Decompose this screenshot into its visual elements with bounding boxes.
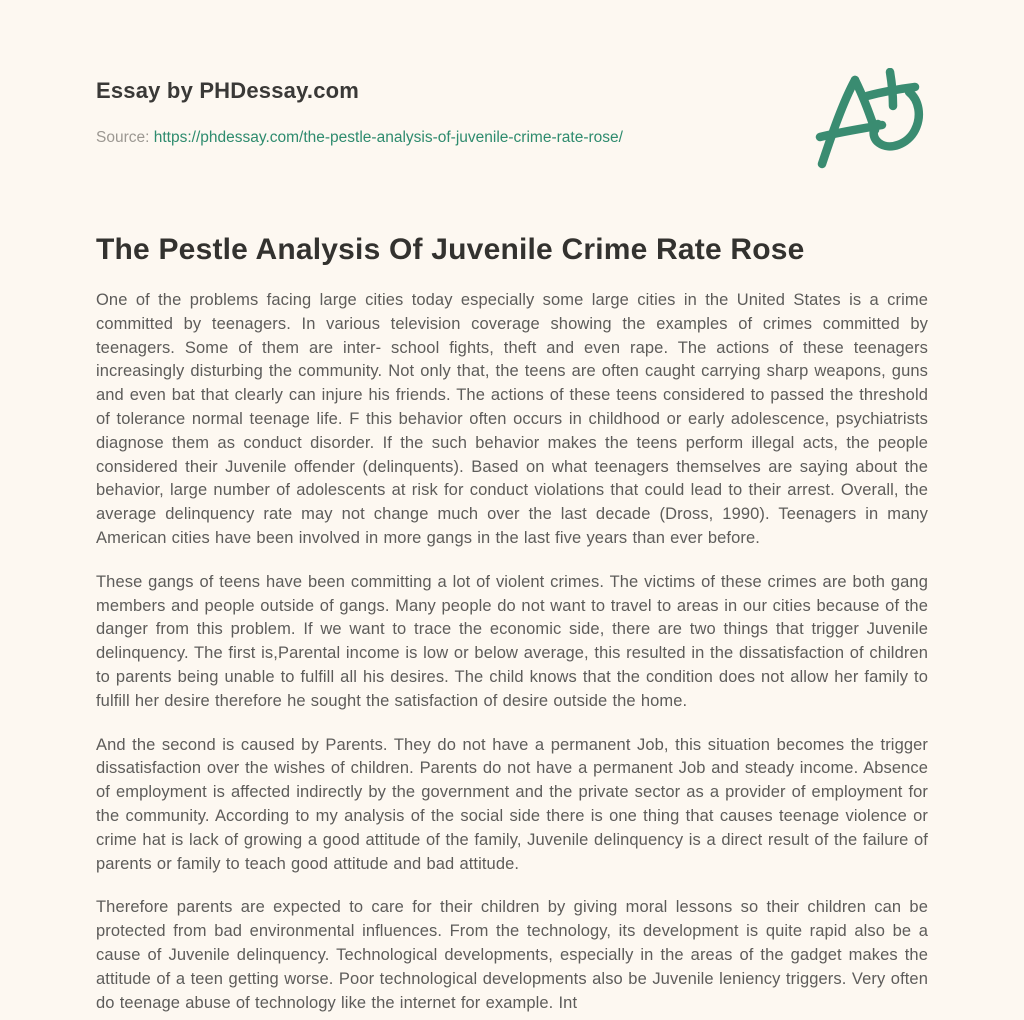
aplus-logo-icon [812,68,932,173]
source-label: Source: [96,129,150,146]
essay-paragraph: These gangs of teens have been committing a lot of violent crimes. The victims of these crimes are both gang members and people outside of gangs. Many people do not want to travel to areas in our cities because of the danger from this problem. If we want to trace the economic side, there are two things that trigger Juvenile delinquency. The first is,Parental income is low or below average, this resulted in the dissatisfaction of children to parents being unable to fulfill all his desires. The child knows that the condition does not allow her family to fulfill her desire therefore he sought the satisfaction of desire outside the home. [96,572,928,710]
source-line [96,129,928,147]
essay-paragraph: Therefore parents are expected to care for their children by giving moral lessons so their children can be protected from bad environmental influences. From the technology, its development is quite rapid also be a cause of Juvenile delinquency. Technological developments, especially in the areas of the gadget makes the attitude of a teen getting worse. Poor technological developments also be Juvenile leniency triggers. Very often do teenage abuse of technology like the internet for example. Int [96,898,928,1012]
source-link[interactable]: https://phdessay.com/the-pestle-analysis-of-juvenile-crime-rate-rose/ [153,129,623,146]
essay-title: The Pestle Analysis Of Juvenile Crime Rate Rose [96,233,805,266]
site-header-title: Essay by PHDessay.com [96,78,360,103]
page-header [96,78,928,147]
essay-paragraph: One of the problems facing large cities today especially some large cities in the United States is a crime committed by teenagers. In various television coverage showing the examples of crimes committed by teenagers. Some of them are inter- school fights, theft and even rape. The actions of these teenagers increasingly disturbing the community. Not only that, the teens are often caught carrying sharp weapons, guns and even bat that clearly can injure his friends. The actions of these teens considered to passed the threshold of tolerance normal teenage life. F this behavior often occurs in childhood or early adolescence, psychiatrists diagnose them as conduct disorder. If the such behavior makes the teens perform illegal acts, the people considered their Juvenile offender (delinquents). Based on what teenagers themselves are saying about the behavior, large number of adolescents at risk for conduct violations that could lead to their arrest. Overall, the average delinquency rate may not change much over the last decade (Dross, 1990). Teenagers in many American cities have been involved in more gangs in the last five years than ever before. [96,291,928,547]
logo-a-left-leg [822,80,855,164]
essay-body [96,289,928,1015]
essay-paragraph: And the second is caused by Parents. They do not have a permanent Job, this situation becomes the trigger dissatisfaction over the wishes of children. Parents do not have a permanent Job and steady income. Absence of employment is affected indirectly by the government and the private sector as a provider of employment for the community. According to my analysis of the social side there is one thing that causes teenage violence or crime hat is lack of growing a good attitude of the family, Juvenile delinquency is a direct result of the failure of parents or family to teach good attitude and bad attitude. [96,735,928,873]
